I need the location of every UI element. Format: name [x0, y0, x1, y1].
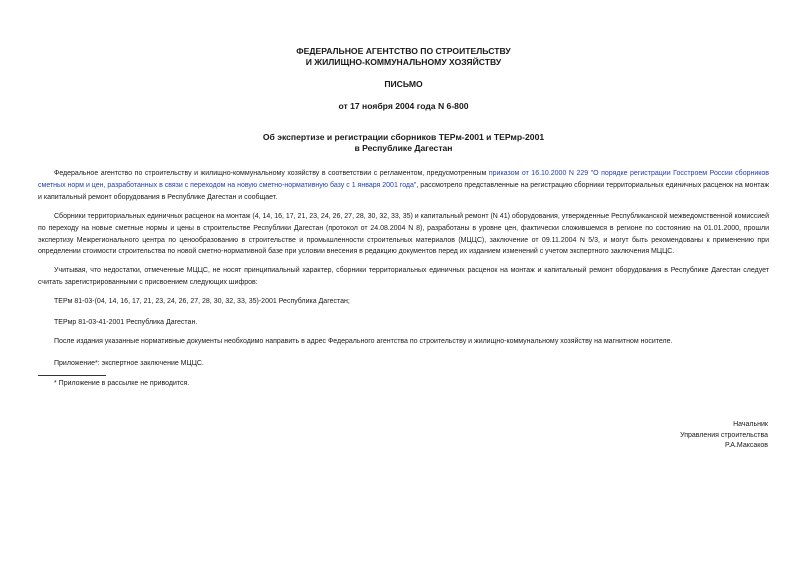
signature-title1: Начальник: [733, 421, 768, 428]
code-item-termr: ТЕРмр 81-03-41-2001 Республика Дагестан.: [54, 319, 198, 326]
document-date: от 17 ноября 2004 года N 6-800: [338, 101, 469, 111]
paragraph-intro: [38, 168, 769, 203]
footnote-text: * Приложение в рассылке не приводится.: [54, 380, 190, 387]
attachment-note: Приложение*: экспертное заключение МЦЦС.: [54, 360, 204, 367]
order-link[interactable]: приказом от 16.10.2000 N 229 "О порядке регистрации Госстроем России сборников сметных норм и цен, разработанных в связи с переходом на новую сметно-нормативную базу с 1 января 2001 года": [38, 170, 770, 189]
agency-name-line1: ФЕДЕРАЛЬНОЕ АГЕНТСТВО ПО СТРОИТЕЛЬСТВУ: [296, 46, 511, 56]
footnote-divider: [38, 375, 106, 376]
signature-title2: Управления строительства: [680, 431, 768, 439]
document-subject-line2: в Республике Дагестан: [354, 143, 453, 153]
paragraph-intro-start: Федеральное агентство по строительству и жилищно-коммунальному хозяйству в соответствии с регламентом, предусмотренным: [54, 170, 489, 177]
paragraph-registration: Учитывая, что недостатки, отмеченные МЦЦС, не носят принципиальный характер, сборники территориальных единичных расценок на монтаж и капитальный ремонт оборудования в Республике Дагестан следует считать зарегистрированными с присвоением следующих шифров:: [38, 267, 769, 286]
document-type: ПИСЬМО: [384, 79, 423, 89]
paragraph-collections: Сборники территориальных единичных расценок на монтаж (4, 14, 16, 17, 21, 23, 24, 26, 27, 28, 30, 32, 33, 35) и капитальный ремонт (N 41) оборудования, утвержденные Республиканской межведомственной комиссией по переходу на новые сметные нормы и цены в строительстве Республики Дагестан (протокол от 24.08.2004 N 8), разработаны в уровне цен, фактически сложившемся в регионе по состоянию на 01.01.2000, прошли экспертизу Межрегионального центра по ценообразованию в строительстве и промышленности строительных материалов (МЦЦС), заключение от 09.11.2004 N 5/3, и могут быть рекомендованы к применению при определении стоимости строительства по новой сметно-нормативной базе при условии внесения в редакцию документов перед их изданием изменений с учетом экспертного заключения МЦЦС.: [38, 213, 769, 256]
signature-name: Р.А.Максаков: [725, 442, 768, 449]
code-item-term: ТЕРм 81-03-(04, 14, 16, 17, 21, 23, 24, 26, 27, 28, 30, 32, 33, 35)-2001 Республика Дагестан;: [54, 298, 350, 305]
document-subject-line1: Об экспертизе и регистрации сборников ТЕРм-2001 и ТЕРмр-2001: [262, 132, 545, 142]
agency-name-line2: И ЖИЛИЩНО-КОММУНАЛЬНОМУ ХОЗЯЙСТВУ: [305, 57, 502, 67]
paragraph-submission: После издания указанные нормативные документы необходимо направить в адрес Федерального агентства по строительству и жилищно-коммунальному хозяйству на магнитном носителе.: [54, 338, 673, 345]
paragraph-intro-end: , рассмотрело представленные на регистрацию сборники территориальных единичных расценок на монтаж и капитальный ремонт оборудования в Республике Дагестан и сообщает.: [38, 181, 770, 201]
